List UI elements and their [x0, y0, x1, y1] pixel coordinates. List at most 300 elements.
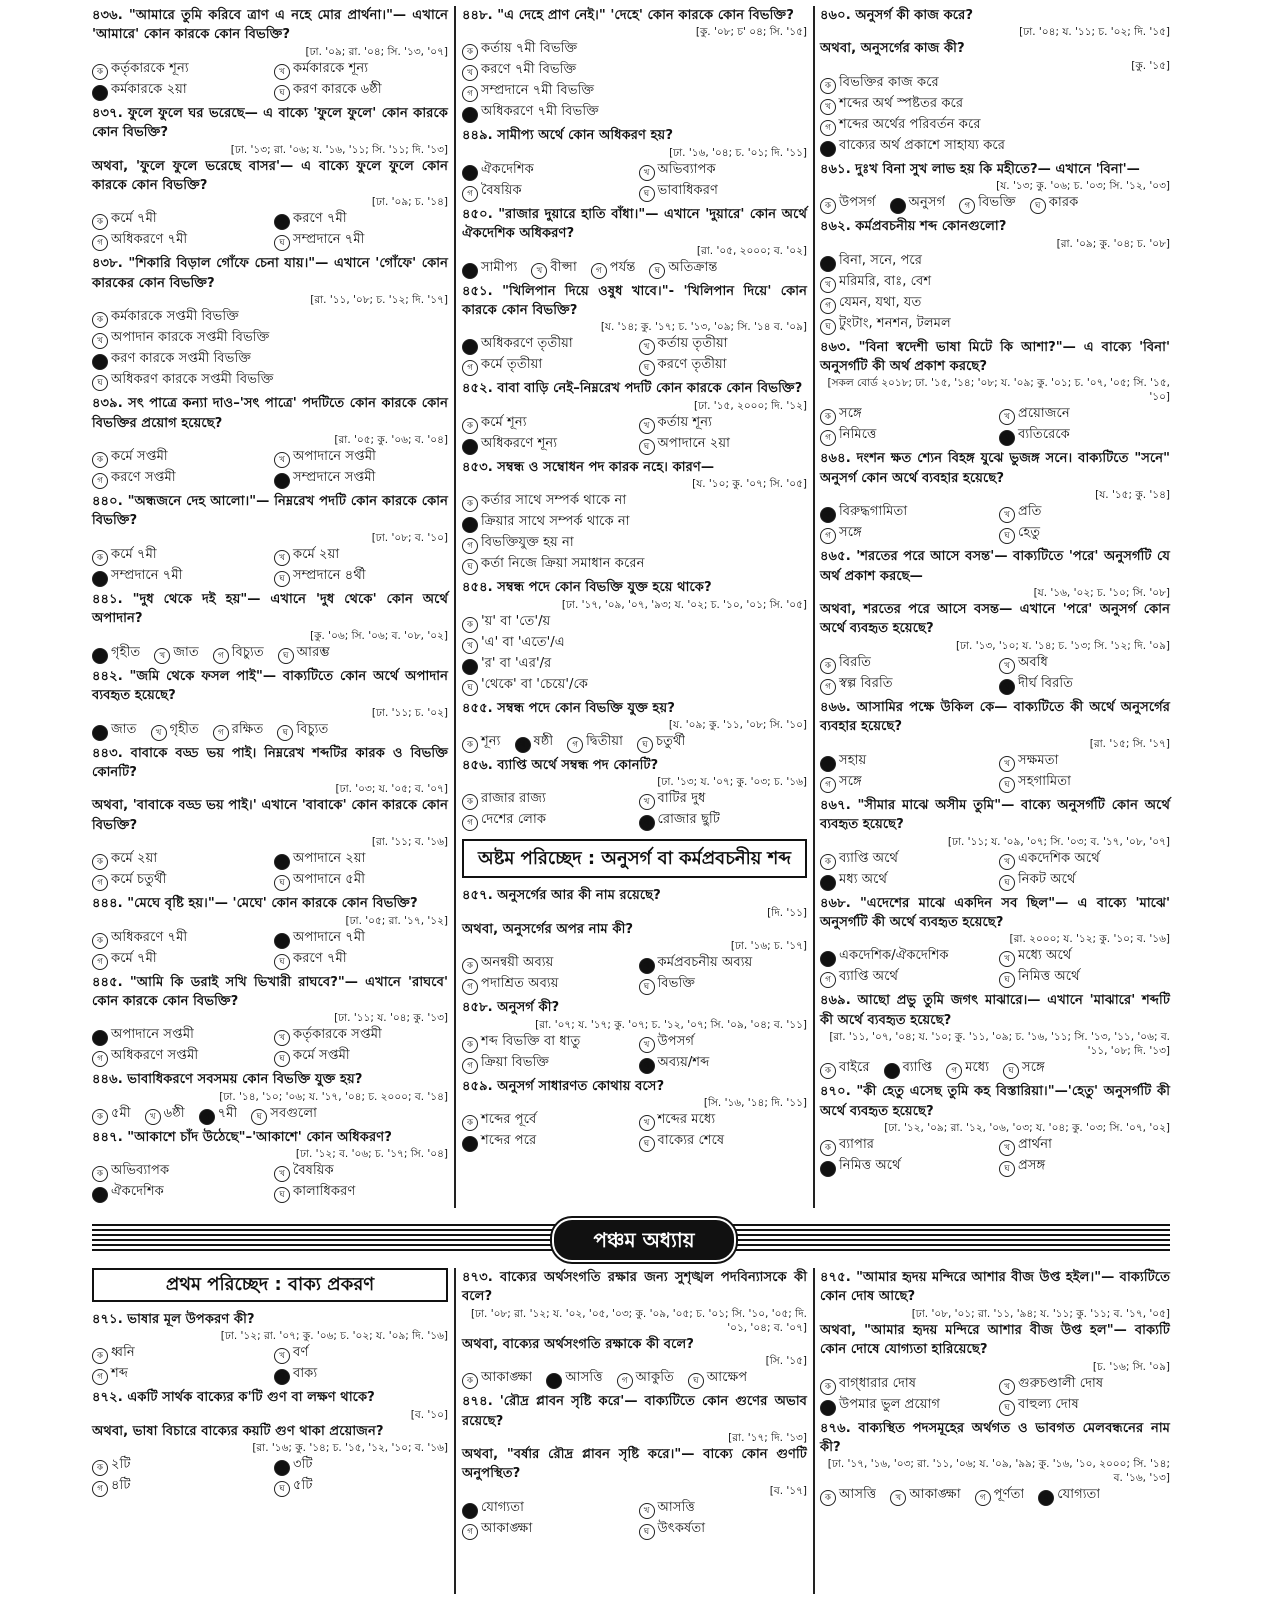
option-marker: ঘ	[639, 1136, 655, 1152]
answer-option[interactable]	[92, 307, 448, 328]
option-text: রক্ষিত	[231, 721, 264, 737]
column-2-section8-questions	[462, 886, 807, 1152]
option-text: করণে সপ্তমী	[111, 470, 176, 486]
answer-option[interactable]	[274, 928, 448, 949]
answer-option[interactable]	[820, 404, 991, 425]
answer-option[interactable]	[462, 533, 807, 554]
answer-option[interactable]	[462, 1131, 631, 1152]
question-number: ৪৭১.	[92, 1312, 123, 1327]
answer-option[interactable]	[92, 566, 266, 587]
answer-option[interactable]	[999, 674, 1170, 695]
answer-option[interactable]	[92, 1046, 266, 1067]
option-text: 'র' বা 'এর'/র	[481, 655, 552, 671]
option-text: অধিকরণে ৭মী	[111, 232, 188, 248]
option-marker: গ	[213, 725, 229, 741]
answer-option[interactable]	[820, 1058, 870, 1079]
option-marker: ঘ	[274, 954, 290, 970]
answer-option[interactable]	[820, 523, 991, 544]
answer-option[interactable]	[274, 59, 448, 80]
option-text: উপসর্গ	[839, 195, 876, 211]
answer-option[interactable]	[462, 60, 807, 81]
answer-option[interactable]	[688, 1368, 747, 1389]
answer-option[interactable]	[975, 1485, 1025, 1506]
answer-option[interactable]	[999, 967, 1170, 988]
option-text: আসত্তি	[839, 1487, 877, 1503]
answer-option[interactable]	[639, 181, 808, 202]
option-text: অতিক্রান্ত	[668, 259, 718, 275]
answer-option[interactable]	[639, 1110, 808, 1131]
board-reference: [রা. '১১, '০৮; চ. '১২; দি. '১৭]	[310, 294, 448, 307]
option-text: করণ কারকে সপ্তমী বিভক্তি	[111, 351, 252, 367]
answer-option[interactable]	[820, 674, 991, 695]
option-text: বর্ণ	[293, 1345, 309, 1361]
answer-option[interactable]	[999, 751, 1170, 772]
answer-option[interactable]	[820, 1156, 991, 1177]
answer-option[interactable]	[639, 413, 808, 434]
section-8-title: অষ্টম পরিচ্ছেদ : অনুসর্গ বা কর্মপ্রবচনীয় শব্দ	[462, 839, 807, 878]
answer-option[interactable]	[151, 720, 199, 741]
option-text: টুংটাং, শনশন, টলমল	[839, 315, 951, 331]
answer-option[interactable]	[274, 209, 448, 230]
answer-option[interactable]	[639, 974, 808, 995]
answer-option[interactable]	[92, 949, 266, 970]
alternate-question: অথবা, অনুসর্গের অপর নাম কী?	[462, 921, 633, 937]
answer-option[interactable]	[462, 434, 631, 455]
answer-option[interactable]	[92, 209, 266, 230]
option-text: শব্দের মধ্যে	[657, 1112, 716, 1128]
answer-option[interactable]	[820, 115, 1170, 136]
answer-option[interactable]	[515, 732, 554, 753]
answer-option[interactable]	[820, 1374, 991, 1395]
question-item	[92, 1388, 448, 1497]
answer-option[interactable]	[639, 434, 808, 455]
board-reference: [ঢা. '১৭, '১৬, '০৩; রা. '১১, '০৬; য. '০৯, '৯৯; কু. '১৬, '১০, ২০০০; সি. '১৪; ব. '১৬, '১৩]	[827, 1458, 1170, 1485]
answer-option[interactable]	[637, 732, 685, 753]
option-marker: খ	[999, 1379, 1015, 1395]
answer-option[interactable]	[462, 1053, 631, 1074]
answer-option[interactable]	[274, 849, 448, 870]
answer-option[interactable]	[999, 849, 1170, 870]
answer-option[interactable]	[92, 1161, 266, 1182]
option-text: দ্বিতীয়া	[586, 734, 624, 750]
answer-option[interactable]	[274, 949, 448, 970]
question-item	[92, 894, 448, 969]
question-text	[820, 217, 1170, 236]
answer-option[interactable]	[277, 720, 328, 741]
answer-option[interactable]	[820, 73, 1170, 94]
answer-option[interactable]	[274, 1025, 448, 1046]
question-item	[92, 590, 448, 664]
answer-option[interactable]	[890, 1485, 960, 1506]
option-text: কর্মে চতুর্থী	[111, 872, 167, 888]
answer-option[interactable]	[462, 413, 631, 434]
option-marker: খ	[639, 1115, 655, 1131]
answer-option[interactable]	[462, 1519, 631, 1540]
answer-option[interactable]	[999, 1395, 1170, 1416]
option-text: সম্প্রদানে ৭মী	[293, 232, 365, 248]
answer-options	[92, 1025, 448, 1067]
answer-option[interactable]	[462, 789, 631, 810]
answer-option[interactable]	[199, 1104, 238, 1125]
answer-option[interactable]	[639, 953, 808, 974]
option-text: সক্ষমতা	[1018, 752, 1059, 768]
answer-option[interactable]	[278, 643, 330, 664]
option-marker: গ	[462, 979, 478, 995]
answer-option[interactable]	[92, 1364, 266, 1385]
question-number: ৪৬১.	[820, 161, 851, 177]
answer-option[interactable]	[462, 334, 631, 355]
option-text: করণ কারকে ৬ষ্ঠী	[293, 81, 382, 97]
answer-option[interactable]	[820, 967, 991, 988]
option-text: পূর্ণতা	[993, 1487, 1025, 1503]
answer-option[interactable]	[884, 1058, 933, 1079]
option-text: উপমার ভুল প্রয়োগ	[839, 1396, 941, 1412]
option-marker: ঘ	[999, 875, 1015, 891]
option-text: গৃহীত	[169, 721, 199, 737]
option-text: যেমন, যথা, যত	[839, 294, 922, 310]
answer-options	[462, 258, 807, 279]
answer-option[interactable]	[462, 355, 631, 376]
answer-option[interactable]	[462, 102, 807, 123]
answer-option[interactable]	[1003, 1058, 1045, 1079]
answer-option[interactable]	[92, 230, 266, 251]
answer-option[interactable]	[946, 1058, 989, 1079]
answer-option[interactable]	[462, 512, 807, 533]
answer-option[interactable]	[92, 80, 266, 101]
answer-option[interactable]	[462, 491, 807, 512]
answer-option[interactable]	[462, 160, 631, 181]
answer-option[interactable]	[274, 230, 448, 251]
option-text: অধিকরণ কারকে সপ্তমী বিভক্তি	[111, 372, 274, 388]
answer-option[interactable]	[462, 732, 501, 753]
answer-options	[820, 404, 1170, 446]
answer-option[interactable]	[92, 370, 448, 391]
option-text: কর্মে সপ্তমী	[111, 449, 168, 465]
answer-option[interactable]	[274, 80, 448, 101]
answer-option[interactable]	[92, 870, 266, 891]
answer-option[interactable]	[639, 1131, 808, 1152]
question-stem: "শিকারি বিড়াল গোঁফে চেনা যায়।"— এখানে 'গোঁফে' কোন কারকের কোন বিভক্তি?	[92, 256, 449, 291]
option-text: ঐকদেশিক	[481, 161, 534, 177]
answer-option[interactable]	[274, 1476, 448, 1497]
question-text	[820, 160, 1170, 179]
answer-option[interactable]	[639, 810, 808, 831]
option-text: আসত্তি	[565, 1370, 603, 1386]
correct-answer-marker: ক	[462, 165, 478, 181]
alternate-board-reference: [কু. '১৫]	[1131, 59, 1170, 72]
answer-option[interactable]	[274, 566, 448, 587]
question-item	[462, 282, 807, 377]
option-text: শূন্য	[481, 734, 501, 750]
answer-option[interactable]	[92, 1343, 266, 1364]
option-marker: ঘ	[92, 375, 108, 391]
answer-option[interactable]	[92, 1104, 131, 1125]
answer-option[interactable]	[999, 523, 1170, 544]
answer-option[interactable]	[462, 1498, 631, 1519]
answer-option[interactable]	[890, 193, 946, 214]
answer-option[interactable]	[639, 789, 808, 810]
answer-option[interactable]	[820, 1395, 991, 1416]
option-text: ব্যতিরেকে	[1018, 427, 1070, 443]
answer-option[interactable]	[274, 1182, 448, 1203]
question-text	[92, 254, 448, 293]
answer-option[interactable]	[820, 751, 991, 772]
correct-answer-marker: গ	[92, 354, 108, 370]
question-text	[462, 458, 807, 477]
answer-option[interactable]	[251, 1104, 317, 1125]
answer-option[interactable]	[274, 1455, 448, 1476]
answer-option[interactable]	[274, 545, 448, 566]
board-reference: [ঢা. '১১; চ. '০২]	[371, 706, 448, 719]
answer-option[interactable]	[820, 653, 991, 674]
answer-option[interactable]	[462, 1032, 631, 1053]
question-text	[462, 379, 807, 398]
question-stem: সৎ পাত্রে কন্যা দাও–'সৎ পাত্রে' পদটিতে কোন কারকে কোন বিভক্তির প্রয়োগ হয়েছে?	[92, 396, 449, 431]
answer-option[interactable]	[462, 554, 807, 575]
answer-option[interactable]	[820, 314, 1170, 335]
answer-option[interactable]	[274, 870, 448, 891]
correct-answer-marker: ঘ	[1038, 1490, 1054, 1506]
answer-option[interactable]	[591, 258, 636, 279]
board-reference: [রা. '০৫; কু. '০৬; ব. '০৪]	[334, 434, 448, 447]
question-item	[92, 1310, 448, 1385]
answer-option[interactable]	[92, 349, 448, 370]
answer-option[interactable]	[999, 772, 1170, 793]
board-reference: [কু. '০৬; সি. '০৬; ব. '০৮, '০২]	[310, 629, 448, 642]
answer-option[interactable]	[999, 502, 1170, 523]
answer-option[interactable]	[92, 1455, 266, 1476]
answer-options	[92, 59, 448, 101]
question-item	[462, 379, 807, 454]
answer-option[interactable]	[531, 258, 576, 279]
option-marker: ক	[462, 737, 478, 753]
question-stem: সম্বন্ধ ও সম্বোধন পদ কারক নহে। কারণ—	[497, 459, 715, 475]
answer-option[interactable]	[154, 643, 199, 664]
answer-option[interactable]	[820, 870, 991, 891]
correct-answer-marker: ক	[92, 725, 108, 741]
answer-option[interactable]	[92, 1025, 266, 1046]
answer-option[interactable]	[92, 849, 266, 870]
option-marker: গ	[92, 473, 108, 489]
answer-option[interactable]	[462, 633, 807, 654]
answer-option[interactable]	[999, 404, 1170, 425]
answer-option[interactable]	[820, 193, 876, 214]
option-text: সঙ্গে	[839, 406, 862, 422]
answer-option[interactable]	[145, 1104, 185, 1125]
question-item	[820, 894, 1170, 989]
option-text: কর্মে ৭মী	[111, 546, 157, 562]
answer-option[interactable]	[92, 59, 266, 80]
answer-option[interactable]	[92, 545, 266, 566]
answer-option[interactable]	[462, 39, 807, 60]
answer-option[interactable]	[274, 468, 448, 489]
answer-option[interactable]	[999, 653, 1170, 674]
option-text: সহগামিতা	[1018, 773, 1071, 789]
option-marker: ঘ	[1003, 1063, 1019, 1079]
question-stem: ভাবাধিকরণে সবসময় কোন বিভক্তি যুক্ত হয়?	[127, 1072, 363, 1088]
answer-options	[820, 751, 1170, 793]
answer-option[interactable]	[820, 136, 1170, 157]
answer-option[interactable]	[462, 181, 631, 202]
option-text: অব্যয়/শব্দ	[657, 1054, 710, 1070]
option-text: কর্মে ৭মী	[111, 950, 157, 966]
answer-option[interactable]	[1038, 1485, 1100, 1506]
question-text	[820, 894, 1170, 933]
question-item	[92, 1070, 448, 1124]
board-reference: [ঢা. '১৩; রা. '০৬; য. '১৬, '১১; সি. '১১; দি. '১৩]	[230, 143, 448, 156]
answer-option[interactable]	[92, 720, 137, 741]
answer-option[interactable]	[92, 468, 266, 489]
question-text	[462, 1077, 807, 1096]
answer-option[interactable]	[959, 193, 1016, 214]
answer-option[interactable]	[462, 1368, 532, 1389]
question-item	[820, 1268, 1170, 1416]
option-marker: ঘ	[278, 648, 294, 664]
answer-option[interactable]	[462, 953, 631, 974]
column-divider	[813, 1268, 815, 1594]
answer-option[interactable]	[462, 810, 631, 831]
answer-option[interactable]	[92, 1476, 266, 1497]
option-text: অপাদানে ৭মী	[293, 929, 365, 945]
alternate-question: অথবা, 'বাবাকে বড্ড ভয় পাই।' এখানে 'বাবাকে' কোন কারকে কোন বিভক্তি?	[92, 798, 448, 833]
option-marker: ক	[92, 452, 108, 468]
answer-option[interactable]	[462, 654, 807, 675]
question-number: ৪৩৭.	[92, 105, 123, 121]
option-marker: ঘ	[999, 1400, 1015, 1416]
answer-option[interactable]	[999, 1135, 1170, 1156]
answer-option[interactable]	[639, 160, 808, 181]
answer-option[interactable]	[92, 1182, 266, 1203]
answer-option[interactable]	[462, 81, 807, 102]
option-marker: গ	[820, 430, 836, 446]
answer-option[interactable]	[639, 355, 808, 376]
correct-answer-marker: ঘ	[999, 430, 1015, 446]
answer-option[interactable]	[462, 1110, 631, 1131]
column-1-bottom	[92, 1268, 448, 1500]
option-text: অপাদানে সপ্তমী	[111, 1027, 194, 1043]
answer-option[interactable]	[820, 772, 991, 793]
answer-option[interactable]	[820, 849, 991, 870]
option-text: আকাঙ্ক্ষা	[481, 1370, 533, 1386]
option-marker: খ	[999, 951, 1015, 967]
answer-option[interactable]	[639, 1498, 808, 1519]
answer-option[interactable]	[639, 334, 808, 355]
answer-option[interactable]	[820, 293, 1170, 314]
option-marker: ঘ	[999, 1161, 1015, 1177]
question-stem: "জমি থেকে ফসল পাই"— বাক্যটিতে কোন অর্থে অপাদান ব্যবহৃত হয়েছে?	[92, 668, 448, 704]
option-marker: খ	[154, 648, 170, 664]
option-text: প্রসঙ্গ	[1018, 1157, 1046, 1173]
answer-options	[820, 946, 1170, 988]
question-text	[92, 973, 448, 1012]
correct-answer-marker: ক	[92, 1030, 108, 1046]
answer-options	[92, 1161, 448, 1203]
question-stem: "আমার হৃদয় মন্দিরে আশার বীজ উপ্ত হইল।"— বাক্যটিতে কোন দোষ আছে?	[820, 1270, 1170, 1305]
answer-option[interactable]	[274, 447, 448, 468]
answer-options	[820, 1374, 1170, 1416]
answer-option[interactable]	[92, 328, 448, 349]
option-marker: ঘ	[639, 1524, 655, 1540]
answer-option[interactable]	[820, 94, 1170, 115]
option-text: নিমিত্তে	[839, 427, 877, 443]
answer-option[interactable]	[999, 425, 1170, 446]
answer-option[interactable]	[546, 1368, 602, 1389]
answer-option[interactable]	[820, 251, 1170, 272]
option-text: অধিকরণে সপ্তমী	[111, 1048, 199, 1064]
option-text: আকাঙ্ক্ষা	[909, 1487, 961, 1503]
option-marker: ক	[92, 312, 108, 328]
question-text	[462, 6, 807, 25]
answer-option[interactable]	[820, 502, 991, 523]
option-text: সম্প্রদানে ৭মী	[111, 567, 183, 583]
answer-option[interactable]	[274, 1343, 448, 1364]
option-text: ক্রিয়া বিভক্তি	[481, 1054, 550, 1070]
question-item	[462, 1392, 807, 1540]
answer-option[interactable]	[462, 675, 807, 696]
answer-option[interactable]	[567, 732, 623, 753]
answer-option[interactable]	[820, 1135, 991, 1156]
option-text: বাক্যের শেষে	[657, 1133, 725, 1149]
board-reference: [ঢা. '১২; রা. '০৭; কু. '০৬; চ. '০২; য. '০৯; দি. '১৬]	[220, 1330, 448, 1343]
answer-options	[462, 1110, 807, 1152]
answer-option[interactable]	[92, 928, 266, 949]
option-marker: খ	[639, 339, 655, 355]
option-marker: ক	[92, 64, 108, 80]
answer-option[interactable]	[274, 1161, 448, 1182]
answer-option[interactable]	[649, 258, 717, 279]
correct-answer-marker: ক	[820, 256, 836, 272]
answer-option[interactable]	[639, 1519, 808, 1540]
answer-option[interactable]	[462, 258, 517, 279]
question-number: ৪৬৭.	[820, 797, 851, 813]
answer-option[interactable]	[213, 720, 264, 741]
answer-option[interactable]	[639, 1032, 808, 1053]
answer-option[interactable]	[820, 1485, 876, 1506]
question-item	[92, 254, 448, 391]
answer-option[interactable]	[999, 1374, 1170, 1395]
answer-option[interactable]	[820, 946, 991, 967]
answer-option[interactable]	[820, 272, 1170, 293]
answer-option[interactable]	[820, 425, 991, 446]
answer-option[interactable]	[639, 1053, 808, 1074]
question-number: ৪৪৭.	[92, 1129, 123, 1145]
answer-option[interactable]	[92, 643, 140, 664]
question-stem: ব্যাপ্তি অর্থে সম্বন্ধ পদ কোনটি?	[497, 758, 659, 774]
option-text: গৃহীত	[111, 644, 141, 660]
answer-option[interactable]	[999, 870, 1170, 891]
answer-option[interactable]	[999, 1156, 1170, 1177]
answer-option[interactable]	[92, 447, 266, 468]
answer-option[interactable]	[462, 612, 807, 633]
question-item	[820, 991, 1170, 1079]
answer-options	[462, 1368, 807, 1389]
answer-options	[462, 334, 807, 376]
answer-option[interactable]	[274, 1364, 448, 1385]
answer-options	[92, 849, 448, 891]
answer-option[interactable]	[999, 946, 1170, 967]
option-marker: গ	[462, 1058, 478, 1074]
answer-option[interactable]	[213, 643, 264, 664]
answer-option[interactable]	[617, 1368, 674, 1389]
answer-option[interactable]	[274, 1046, 448, 1067]
question-text	[462, 699, 807, 718]
board-reference: [রা. '০৫, ২০০০; ব. '০২]	[696, 244, 807, 257]
answer-option[interactable]	[1030, 193, 1079, 214]
option-text: অধিকরণে তৃতীয়া	[481, 336, 573, 352]
option-text: গুরুচণ্ডালী দোষ	[1018, 1375, 1104, 1391]
option-text: কারক	[1048, 195, 1079, 211]
answer-option[interactable]	[462, 974, 631, 995]
